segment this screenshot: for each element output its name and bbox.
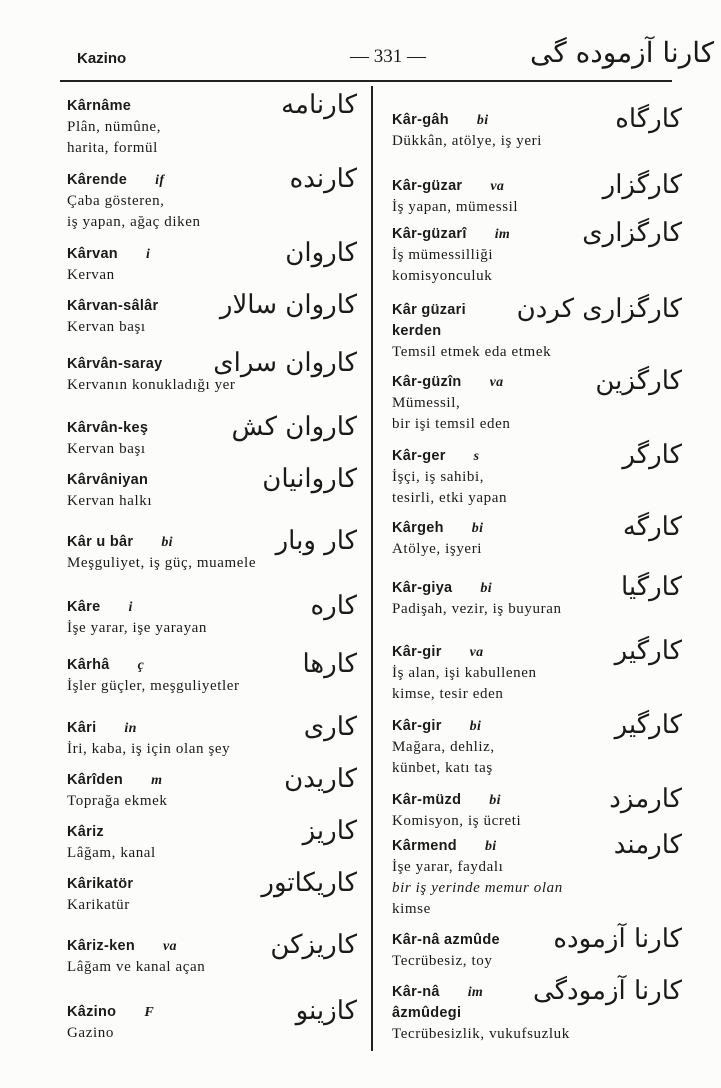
dictionary-entry — [392, 512, 682, 560]
dictionary-entry — [67, 464, 357, 512]
entry-definition: Tecrübesizlik, vukufsuzluk — [392, 1026, 570, 1042]
entry-definition: Atölye, işyeri — [392, 541, 483, 557]
entry-arabic-script: كاروان — [285, 238, 357, 268]
entry-headword: Kârvan-sâlâr — [67, 298, 159, 314]
entry-arabic-script: كارگزارى كردن — [516, 294, 682, 324]
entry-headword: Kâre i — [67, 599, 133, 615]
entry-definition: İşçi, iş sahibi, — [392, 469, 485, 485]
entry-definition: İş alan, işi kabullenen — [392, 665, 537, 681]
entry-headword: Kârikatör — [67, 876, 134, 892]
entry-definition: Plân, nümûne, — [67, 119, 162, 135]
entry-definition: İşe yarar, faydalı — [392, 859, 504, 875]
entry-headword: Kârvân-saray — [67, 356, 163, 372]
header-guide-word: Kazino — [77, 50, 127, 67]
entry-headword: Kârîden m — [67, 772, 163, 788]
entry-grammar-tag: if — [155, 173, 165, 188]
entry-headword: Kâr-gir va — [392, 644, 484, 660]
dictionary-entry — [392, 636, 682, 705]
dictionary-entry — [392, 366, 682, 435]
entry-definition: Padişah, vezir, iş buyuran — [392, 601, 562, 617]
entry-definition: İş mümessilliği — [392, 247, 494, 263]
entry-arabic-script: كاروانيان — [262, 464, 357, 494]
entry-grammar-tag: i — [145, 247, 151, 262]
entry-grammar-tag: bi — [480, 581, 492, 596]
entry-headword: Kârende if — [67, 172, 165, 188]
dictionary-entry — [67, 816, 357, 864]
dictionary-entry — [392, 924, 682, 972]
entry-definition: Lâğam ve kanal açan — [67, 959, 206, 975]
entry-arabic-script: كاروان كش — [231, 412, 357, 442]
entry-headword: Kâr-güzar va — [392, 178, 505, 194]
entry-grammar-tag: i — [128, 600, 133, 615]
entry-definition: Kervan başı — [67, 441, 146, 457]
header-arabic-guide-word: كارنا آزموده گی — [530, 36, 715, 69]
entry-arabic-script: كاروان سالار — [219, 290, 357, 320]
entry-arabic-script: كار وبار — [275, 526, 357, 556]
entry-arabic-script: كارمزد — [609, 784, 682, 814]
entry-arabic-script: كارگزارى — [582, 218, 682, 248]
dictionary-entry — [392, 976, 682, 1045]
entry-grammar-tag: va — [490, 179, 505, 194]
entry-arabic-script: كارمند — [613, 830, 682, 860]
entry-arabic-script: كارنا آزمودگی — [532, 976, 682, 1006]
entry-definition: harita, formül — [67, 140, 158, 156]
entry-definition: Karikatür — [67, 897, 130, 913]
header-rule — [60, 80, 672, 82]
entry-definition: komisyonculuk — [392, 268, 493, 284]
entry-grammar-tag: va — [162, 939, 177, 954]
entry-arabic-script: كاريكاتور — [261, 868, 357, 898]
dictionary-entry — [392, 104, 682, 152]
dictionary-entry — [67, 526, 357, 574]
entry-headword: Kâr-güzîn va — [392, 374, 504, 390]
entry-arabic-script: كاريز — [302, 816, 357, 846]
dictionary-entry — [67, 591, 357, 639]
entry-definition: bir işi temsil eden — [392, 416, 511, 432]
entry-arabic-script: كارگر — [622, 440, 682, 470]
entry-definition: kimse — [392, 901, 431, 917]
entry-headword: Kâr-güzarî im — [392, 226, 511, 242]
entry-definition: İri, kaba, iş için olan şey — [67, 741, 231, 757]
entry-grammar-tag: bi — [489, 793, 501, 808]
entry-grammar-tag: in — [124, 721, 137, 736]
entry-definition: Meşguliyet, iş güç, muamele — [67, 555, 257, 571]
entry-grammar-tag: va — [489, 375, 504, 390]
entry-grammar-tag: bi — [476, 113, 489, 128]
entry-definition: Kervan — [67, 267, 115, 283]
entry-headword: Kârvâniyan — [67, 472, 149, 488]
entry-grammar-tag: va — [469, 645, 484, 660]
entry-headword: Kâr u bâr bi — [67, 534, 173, 550]
entry-definition: tesirli, etki yapan — [392, 490, 508, 506]
entry-grammar-tag: bi — [161, 535, 173, 550]
entry-definition: iş yapan, ağaç diken — [67, 214, 201, 230]
entry-definition: Tecrübesiz, toy — [392, 953, 493, 969]
entry-definition: Temsil etmek eda etmek — [392, 344, 552, 360]
dictionary-entry — [67, 164, 357, 233]
entry-definition: Mümessil, — [392, 395, 461, 411]
entry-grammar-tag: F — [144, 1005, 154, 1020]
entry-definition: Kervan halkı — [67, 493, 153, 509]
entry-grammar-tag: ç — [137, 658, 145, 673]
entry-headword: Kârvan i — [67, 246, 151, 262]
entry-definition: künbet, katı taş — [392, 760, 493, 776]
entry-headword: Kâr güzari — [392, 302, 466, 318]
dictionary-entry — [67, 90, 357, 159]
entry-definition: Çaba gösteren, — [67, 193, 165, 209]
entry-grammar-tag: bi — [484, 839, 497, 854]
entry-definition: Lâğam, kanal — [67, 845, 156, 861]
entry-arabic-script: كارها — [302, 649, 357, 679]
entry-headword: Kârmend bi — [392, 838, 497, 854]
entry-arabic-script: كارى — [303, 712, 357, 742]
entry-headword: Kâr-gâh bi — [392, 112, 489, 128]
dictionary-entry — [67, 868, 357, 916]
entry-arabic-script: كارگير — [614, 710, 682, 740]
dictionary-entry — [392, 218, 682, 287]
dictionary-entry — [392, 572, 682, 620]
entry-headword: Kâzino F — [67, 1004, 154, 1020]
dictionary-entry — [67, 712, 357, 760]
dictionary-entry — [67, 649, 357, 697]
entry-arabic-script: كارنامه — [281, 90, 357, 120]
entry-definition: İş yapan, mümessil — [392, 199, 519, 215]
entry-arabic-script: كارنده — [289, 164, 357, 194]
entry-definition: Gazino — [67, 1025, 114, 1041]
entry-headword-continued: âzmûdegi — [392, 1005, 462, 1021]
entry-headword: Kâr-giya bi — [392, 580, 492, 596]
entry-headword: Kâri in — [67, 720, 137, 736]
entry-arabic-script: كارگيا — [620, 572, 682, 602]
entry-headword: Kâriz-ken va — [67, 938, 177, 954]
entry-definition: Kervan başı — [67, 319, 146, 335]
entry-arabic-script: كازينو — [295, 996, 357, 1026]
dictionary-entry — [67, 348, 357, 396]
entry-definition: Mağara, dehliz, — [392, 739, 495, 755]
dictionary-entry — [67, 412, 357, 460]
dictionary-entry — [67, 290, 357, 338]
entry-definition: Toprağa ekmek — [67, 793, 168, 809]
entry-grammar-tag: bi — [471, 521, 484, 536]
entry-grammar-tag: s — [473, 449, 480, 464]
entry-headword: Kârhâ ç — [67, 657, 145, 673]
dictionary-entry — [392, 294, 682, 363]
entry-headword: Kârgeh bi — [392, 520, 484, 536]
entry-arabic-script: كارگزار — [602, 170, 682, 200]
entry-headword: Kâr-müzd bi — [392, 792, 501, 808]
dictionary-entry — [67, 930, 357, 978]
dictionary-entry — [67, 764, 357, 812]
entry-arabic-script: كاريدن — [284, 764, 357, 794]
entry-arabic-script: كاريزكن — [270, 930, 357, 960]
entry-grammar-tag: bi — [469, 719, 482, 734]
dictionary-entry — [392, 710, 682, 779]
entry-grammar-tag: im — [467, 985, 484, 1000]
dictionary-entry — [392, 440, 682, 509]
entry-headword: Kâr-gir bi — [392, 718, 482, 734]
column-divider — [371, 86, 373, 1051]
entry-arabic-script: كارگير — [614, 636, 682, 666]
entry-headword-continued: kerden — [392, 323, 442, 339]
entry-definition: İşe yarar, işe yarayan — [67, 620, 208, 636]
entry-definition: Dükkân, atölye, iş yeri — [392, 133, 543, 149]
entry-arabic-script: كاروان سراى — [213, 348, 357, 378]
entry-arabic-script: كاره — [310, 591, 357, 621]
page-number: — 331 — — [350, 46, 426, 67]
entry-headword: Kâr-nâ azmûde — [392, 932, 500, 948]
entry-grammar-tag: im — [494, 227, 511, 242]
entry-arabic-script: كارگزين — [595, 366, 682, 396]
entry-grammar-tag: m — [151, 773, 163, 788]
entry-headword: Kâr-ger s — [392, 448, 480, 464]
entry-definition: Komisyon, iş ücreti — [392, 813, 522, 829]
entry-arabic-script: كارنا آزموده — [553, 924, 682, 954]
dictionary-entry — [67, 238, 357, 286]
entry-definition: kimse, tesir eden — [392, 686, 504, 702]
entry-definition: Kervanın konukladığı yer — [67, 377, 236, 393]
entry-arabic-script: كارگاه — [615, 104, 682, 134]
dictionary-entry — [392, 830, 682, 920]
entry-headword: Kârvân-keş — [67, 420, 149, 436]
entry-headword: Kâriz — [67, 824, 104, 840]
entry-headword: Kâr-nâ im — [392, 984, 484, 1000]
dictionary-entry — [392, 170, 682, 218]
entry-definition-italic: bir iş yerinde memur olan — [392, 880, 563, 896]
entry-headword: Kârnâme — [67, 98, 132, 114]
entry-arabic-script: كارگه — [622, 512, 682, 542]
entry-definition: İşler güçler, meşguliyetler — [67, 678, 240, 694]
dictionary-entry — [67, 996, 357, 1044]
dictionary-entry — [392, 784, 682, 832]
